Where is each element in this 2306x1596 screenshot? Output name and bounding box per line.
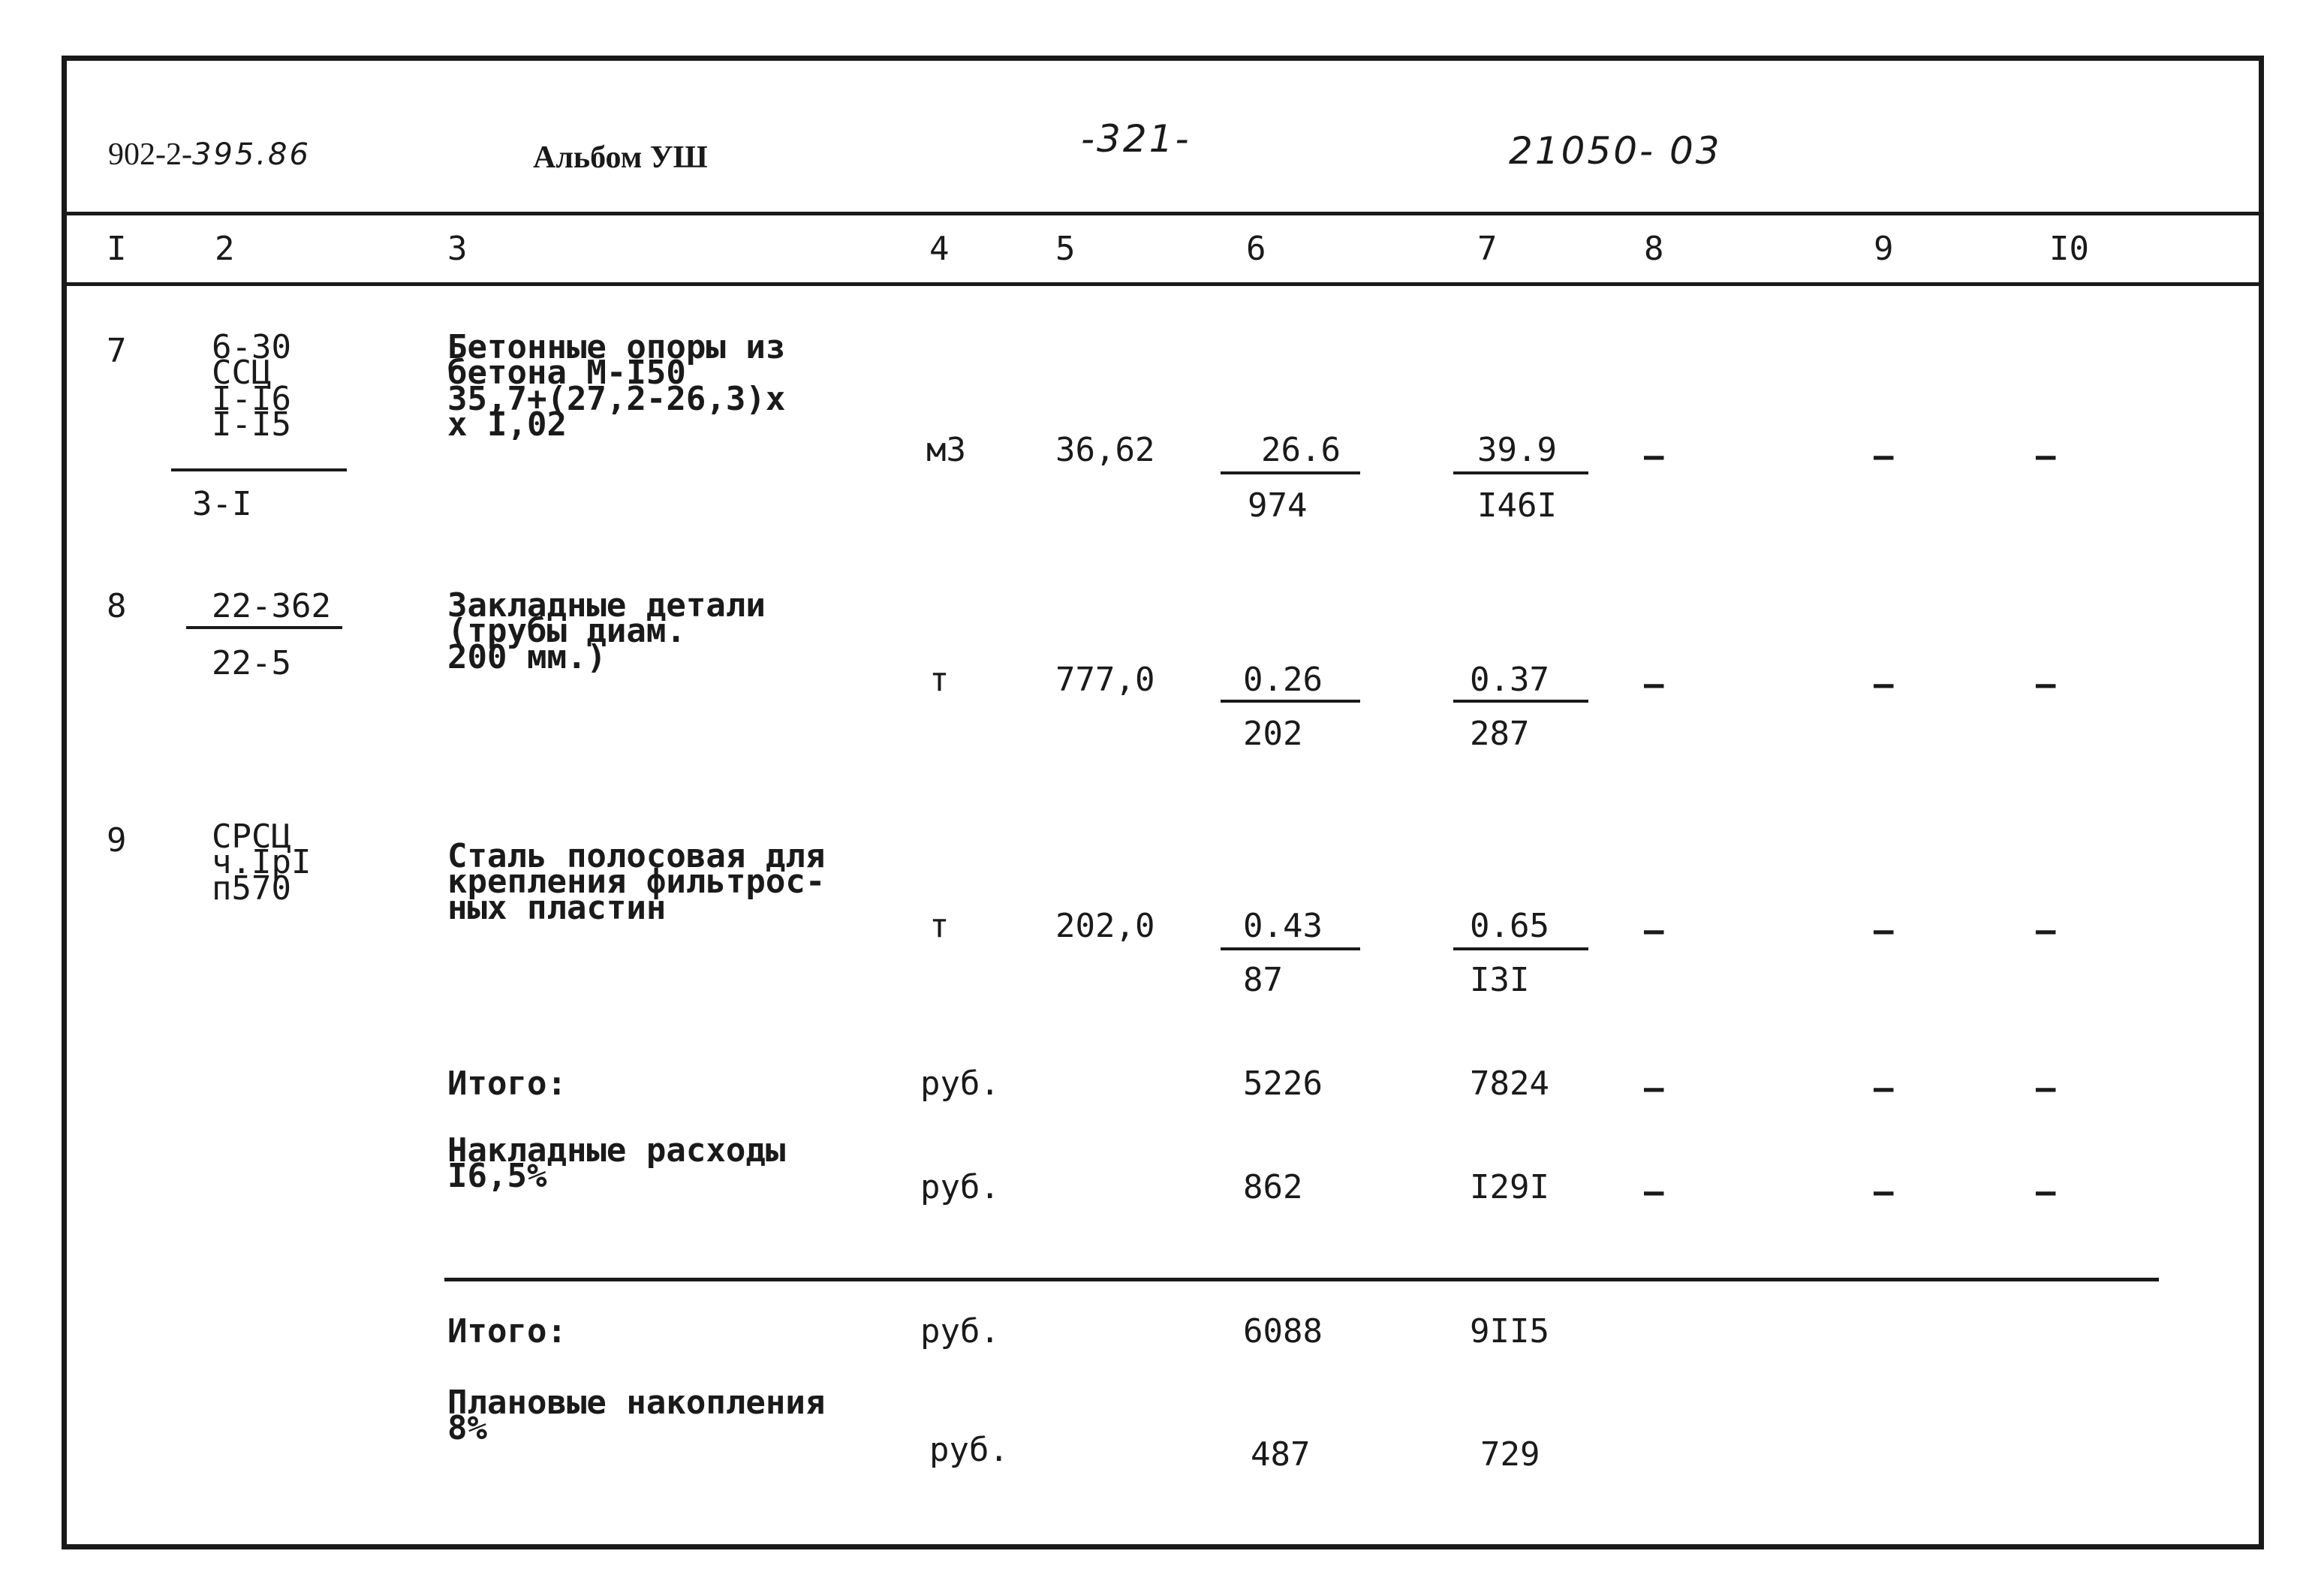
row-col9: – [1874,665,1894,703]
row-unit: т [929,907,950,945]
col-header-4: 4 [929,230,950,268]
row-col6-quantity: 0.43 [1243,907,1323,945]
row-number: 8 [107,587,127,625]
row-col10: – [2036,437,2056,475]
row-unit-price: 777,0 [1055,661,1155,699]
col7-fraction-line [1453,700,1588,703]
col-header-2: 2 [215,230,235,268]
row-unit-price: 202,0 [1055,907,1155,945]
row-reference-bottom: 3-I [192,485,252,523]
album-title: Альбом УШ [533,140,708,175]
row-col7-cost: I3I [1470,961,1530,999]
row-col6-cost: 202 [1243,715,1303,753]
col-header-9: 9 [1874,230,1894,268]
row-col8: – [1644,437,1664,475]
row-reference: СРСЦ ч.IpI п570 [212,818,312,908]
planned-savings-col7: 729 [1480,1435,1540,1474]
row-reference-bottom: 22-5 [212,644,291,682]
planned-savings-unit: руб. [929,1431,1009,1469]
col-header-10: I0 [2049,230,2089,268]
subtotal-col8: – [1644,1069,1664,1107]
page-number: -321- [1081,117,1191,161]
row-col9: – [1874,911,1894,950]
col-header-8: 8 [1644,230,1664,268]
col-header-6: 6 [1246,230,1266,268]
col-header-1: I [107,230,127,268]
totals-divider [444,1278,2159,1281]
row-col10: – [2036,665,2056,703]
total-col6: 6088 [1243,1312,1323,1351]
col-header-7: 7 [1477,230,1498,268]
row-col8: – [1644,911,1664,950]
row-unit: т [929,661,950,699]
page-frame [62,56,2264,1549]
row-unit: м3 [926,431,966,469]
col7-fraction-line [1453,471,1588,474]
overhead-col9: – [1874,1173,1894,1211]
row-description: Сталь полосовая для крепления фильтрос- ных пластин [447,837,826,927]
overhead-col8: – [1644,1173,1664,1211]
row-col6-quantity: 0.26 [1243,661,1323,699]
overhead-col10: – [2036,1173,2056,1211]
col6-fraction-line [1221,700,1360,703]
doc-code [108,137,311,173]
doc-code-prefix: 902-2- [108,137,192,172]
col-header-3: 3 [447,230,468,268]
col7-fraction-line [1453,947,1588,950]
total-unit: руб. [920,1312,1000,1351]
row-col6-quantity: 26.6 [1261,431,1341,469]
row-reference: 6-30 ССЦ I-I6 I-I5 [212,328,291,444]
planned-savings-label: Плановые накопления 8% [447,1384,826,1448]
row-col7-cost: I46I [1477,486,1557,525]
overhead-unit: руб. [920,1168,1000,1206]
header-bottom-rule [62,282,2264,286]
subtotal-col6: 5226 [1243,1065,1323,1103]
col-header-5: 5 [1055,230,1076,268]
reference-fraction-line [186,626,342,629]
planned-savings-col6: 487 [1251,1435,1311,1474]
subtotal-col10: – [2036,1069,2056,1107]
row-col8: – [1644,665,1664,703]
subtotal-col9: – [1874,1069,1894,1107]
row-description: Закладные детали (трубы диам. 200 мм.) [447,586,766,676]
row-unit-price: 36,62 [1055,431,1155,469]
overhead-col7: I29I [1470,1168,1549,1206]
document-number: 21050- 03 [1509,129,1722,173]
row-col7-quantity: 0.37 [1470,661,1549,699]
total-label: Итого: [447,1312,567,1351]
row-number: 7 [107,332,127,370]
overhead-col6: 862 [1243,1168,1303,1206]
row-col7-quantity: 39.9 [1477,431,1557,469]
row-col6-cost: 87 [1243,961,1283,999]
row-col9: – [1874,437,1894,475]
reference-fraction-line [171,468,347,471]
overhead-label: Накладные расходы I6,5% [447,1131,786,1196]
row-description: Бетонные опоры из бетона М-I50 35,7+(27,2-26,3)х х I,02 [447,328,786,444]
doc-code-handwritten: 395.86 [191,137,311,172]
row-reference: 22-362 [212,587,331,625]
subtotal-col7: 7824 [1470,1065,1549,1103]
row-col7-quantity: 0.65 [1470,907,1549,945]
header-top-rule [62,212,2264,215]
col6-fraction-line [1221,471,1360,474]
subtotal-unit: руб. [920,1065,1000,1103]
row-col6-cost: 974 [1248,486,1308,525]
subtotal-label: Итого: [447,1065,567,1103]
row-col10: – [2036,911,2056,950]
total-col7: 9II5 [1470,1312,1549,1351]
row-col7-cost: 287 [1470,715,1530,753]
row-number: 9 [107,821,127,860]
col6-fraction-line [1221,947,1360,950]
